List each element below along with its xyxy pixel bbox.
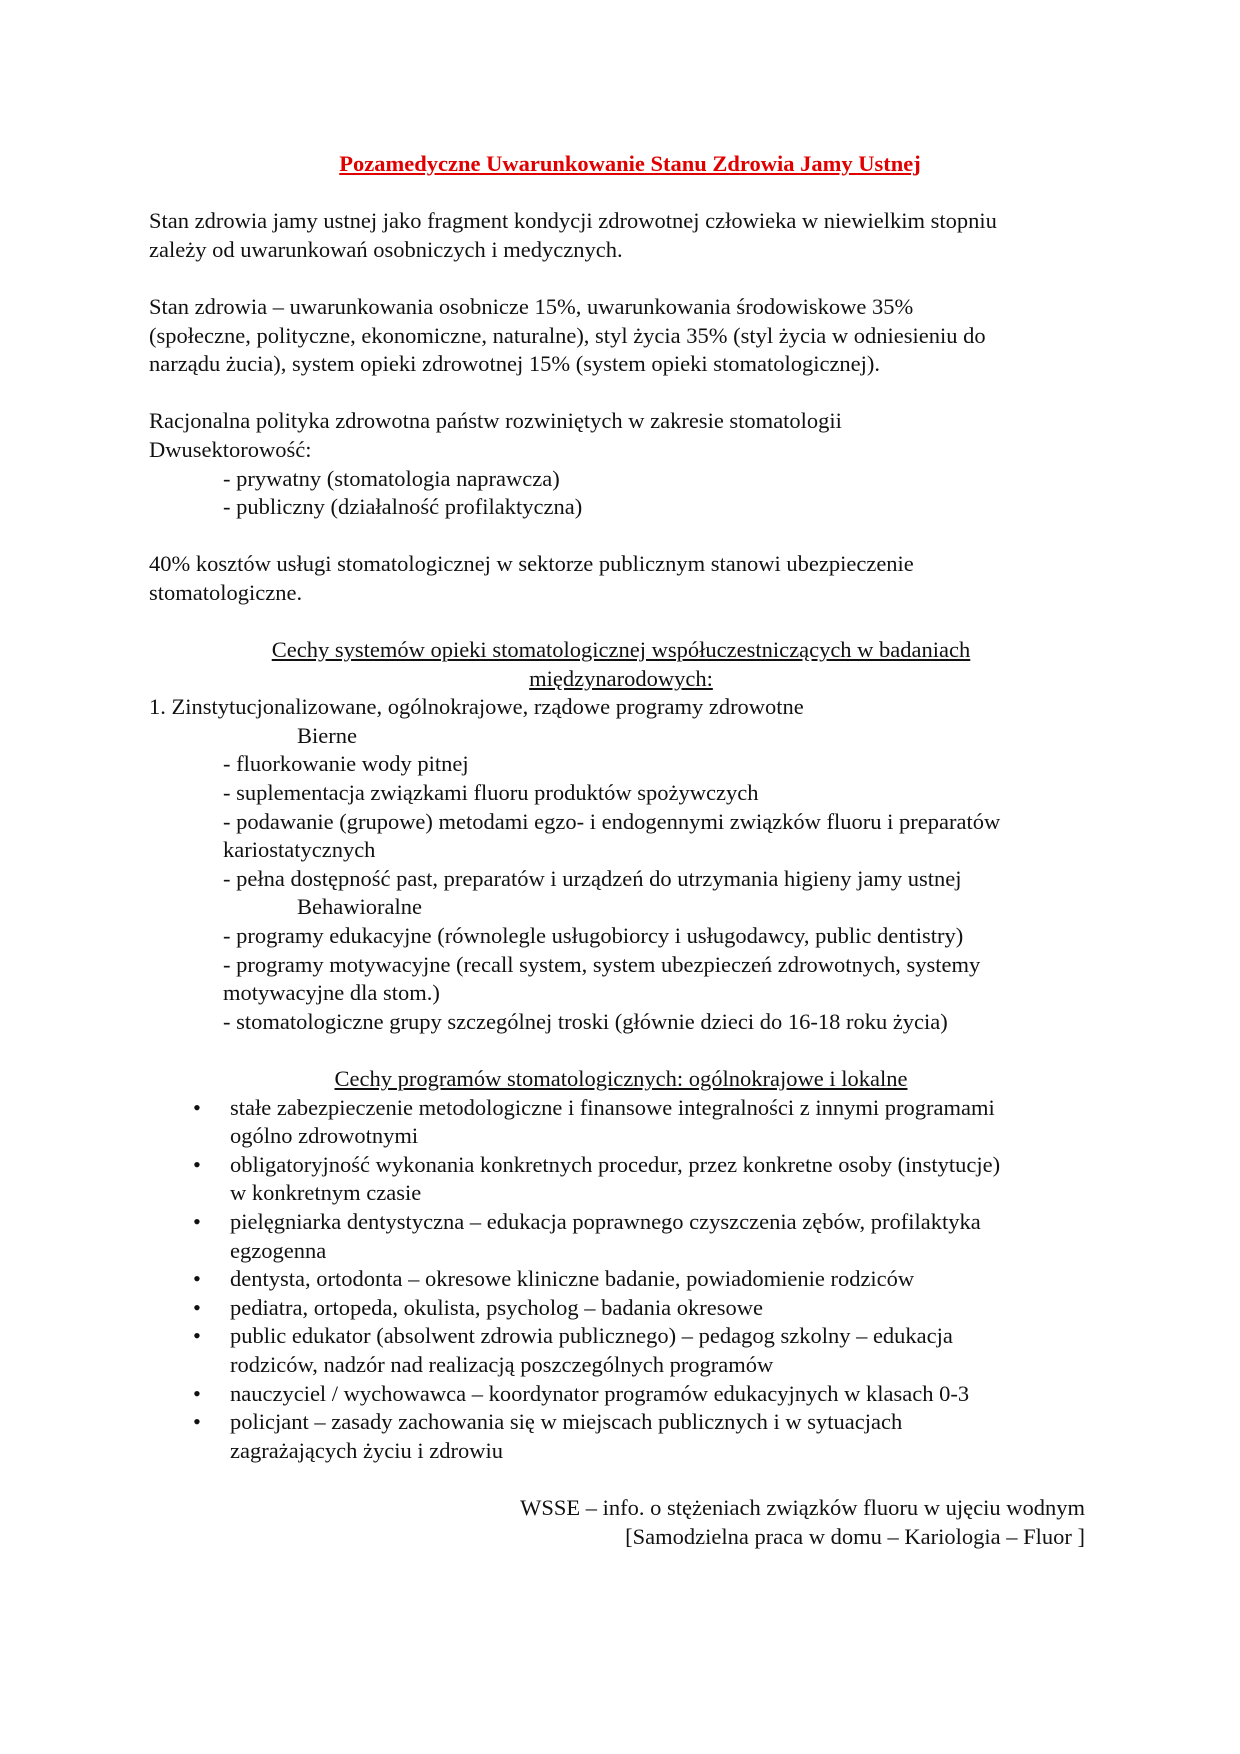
- sector-item: - prywatny (stomatologia naprawcza): [223, 465, 560, 491]
- bullet-text-line: egzogenna: [230, 1237, 327, 1263]
- section-heading-programs: Cechy programów stomatologicznych: ogólnokrajowe i lokalne: [334, 1066, 908, 1091]
- list-item: - suplementacja związkami fluoru produktów spożywczych: [223, 780, 759, 806]
- bullet-text-line: nauczyciel / wychowawca – koordynator programów edukacyjnych w klasach 0-3: [230, 1380, 970, 1406]
- numbered-item: 1. Zinstytucjonalizowane, ogólnokrajowe, rządowe programy zdrowotne: [149, 694, 804, 720]
- bullet-icon: •: [193, 1323, 201, 1349]
- list-item: motywacyjne dla stom.): [223, 980, 440, 1006]
- paragraph-costs: [149, 550, 1093, 607]
- bullet-text-line: obligatoryjność wykonania konkretnych procedur, przez konkretne osoby (instytucje): [230, 1151, 1001, 1177]
- bullet-list: [149, 1094, 1093, 1466]
- document-page: [149, 150, 1093, 1551]
- bullet-icon: •: [193, 1151, 201, 1177]
- bullet-icon: •: [193, 1294, 201, 1320]
- text-line: Racjonalna polityka zdrowotna państw rozwiniętych w zakresie stomatologii: [149, 408, 842, 434]
- text-line: Stan zdrowia jamy ustnej jako fragment kondycji zdrowotnej człowieka w niewielkim stopniu: [149, 208, 997, 234]
- list-item: - fluorkowanie wody pitnej: [223, 751, 469, 777]
- bullet-icon: •: [193, 1208, 201, 1234]
- bullet-item: [149, 1408, 1093, 1465]
- bullet-text-line: pediatra, ortopeda, okulista, psycholog – badania okresowe: [230, 1294, 763, 1320]
- bullet-text-line: dentysta, ortodonta – okresowe kliniczne badanie, powiadomienie rodziców: [230, 1266, 915, 1292]
- paragraph-policy: [149, 407, 1093, 521]
- bullet-icon: •: [193, 1409, 201, 1435]
- text-line: Dwusektorowość:: [149, 436, 312, 462]
- list-item: - pełna dostępność past, preparatów i urządzeń do utrzymania higieny jamy ustnej: [223, 865, 962, 891]
- bullet-text-line: rodziców, nadzór nad realizacją poszczególnych programów: [230, 1351, 774, 1377]
- list-item: - podawanie (grupowe) metodami egzo- i endogennymi związków fluoru i preparatów: [223, 808, 1001, 834]
- bullet-item: [149, 1151, 1093, 1208]
- text-line: narządu żucia), system opieki zdrowotnej 15% (system opieki stomatologicznej).: [149, 351, 881, 377]
- text-line: 40% kosztów usługi stomatologicznej w sektorze publicznym stanowi ubezpieczenie: [149, 551, 914, 577]
- bullet-item: [149, 1380, 1093, 1409]
- bullet-item: [149, 1265, 1093, 1294]
- bullet-icon: •: [193, 1094, 201, 1120]
- text-line: (społeczne, polityczne, ekonomiczne, naturalne), styl życia 35% (styl życia w odniesieniu do: [149, 322, 986, 348]
- bullet-text-line: zagrażających życiu i zdrowiu: [230, 1437, 503, 1463]
- bullet-icon: •: [193, 1266, 201, 1292]
- list-item: - programy edukacyjne (równolegle usługobiorcy i usługodawcy, public dentistry): [223, 923, 964, 949]
- text-line: stomatologiczne.: [149, 579, 303, 605]
- text-line: Stan zdrowia – uwarunkowania osobnicze 15%, uwarunkowania środowiskowe 35%: [149, 293, 914, 319]
- footer-line: [Samodzielna praca w domu – Kariologia – Fluor ]: [625, 1523, 1085, 1549]
- bullet-text-line: public edukator (absolwent zdrowia publicznego) – pedagog szkolny – edukacja: [230, 1323, 953, 1349]
- bullet-text-line: pielęgniarka dentystyczna – edukacja poprawnego czyszczenia zębów, profilaktyka: [230, 1208, 981, 1234]
- bullet-item: [149, 1294, 1093, 1323]
- list-item: - programy motywacyjne (recall system, system ubezpieczeń zdrowotnych, systemy: [223, 951, 981, 977]
- list-item: kariostatycznych: [223, 837, 376, 863]
- heading-line: Cechy systemów opieki stomatologicznej współuczestniczących w badaniach: [271, 637, 971, 663]
- bullet-text-line: policjant – zasady zachowania się w miejscach publicznych i w sytuacjach: [230, 1409, 903, 1435]
- list-item: - stomatologiczne grupy szczególnej troski (głównie dzieci do 16-18 roku życia): [223, 1008, 948, 1034]
- section-heading-systems: [149, 636, 1093, 693]
- subheading-passive: Bierne: [297, 722, 357, 748]
- bullet-item: [149, 1094, 1093, 1151]
- bullet-item: [149, 1208, 1093, 1265]
- bullet-icon: •: [193, 1380, 201, 1406]
- bullet-text-line: ogólno zdrowotnymi: [230, 1123, 419, 1149]
- footer-line: WSSE – info. o stężeniach związków fluoru w ujęciu wodnym: [520, 1494, 1085, 1520]
- bullet-text-line: stałe zabezpieczenie metodologiczne i finansowe integralności z innymi programami: [230, 1094, 995, 1120]
- bullet-text-line: w konkretnym czasie: [230, 1180, 422, 1206]
- paragraph-intro: [149, 207, 1093, 264]
- text-line: zależy od uwarunkowań osobniczych i medycznych.: [149, 236, 623, 262]
- subheading-behavioral: Behawioralne: [297, 894, 422, 920]
- sector-item: - publiczny (działalność profilaktyczna): [223, 494, 583, 520]
- paragraph-health-factors: [149, 293, 1093, 379]
- heading-line: międzynarodowych:: [529, 665, 713, 691]
- bullet-item: [149, 1322, 1093, 1379]
- document-title: Pozamedyczne Uwarunkowanie Stanu Zdrowia Jamy Ustnej: [339, 151, 921, 176]
